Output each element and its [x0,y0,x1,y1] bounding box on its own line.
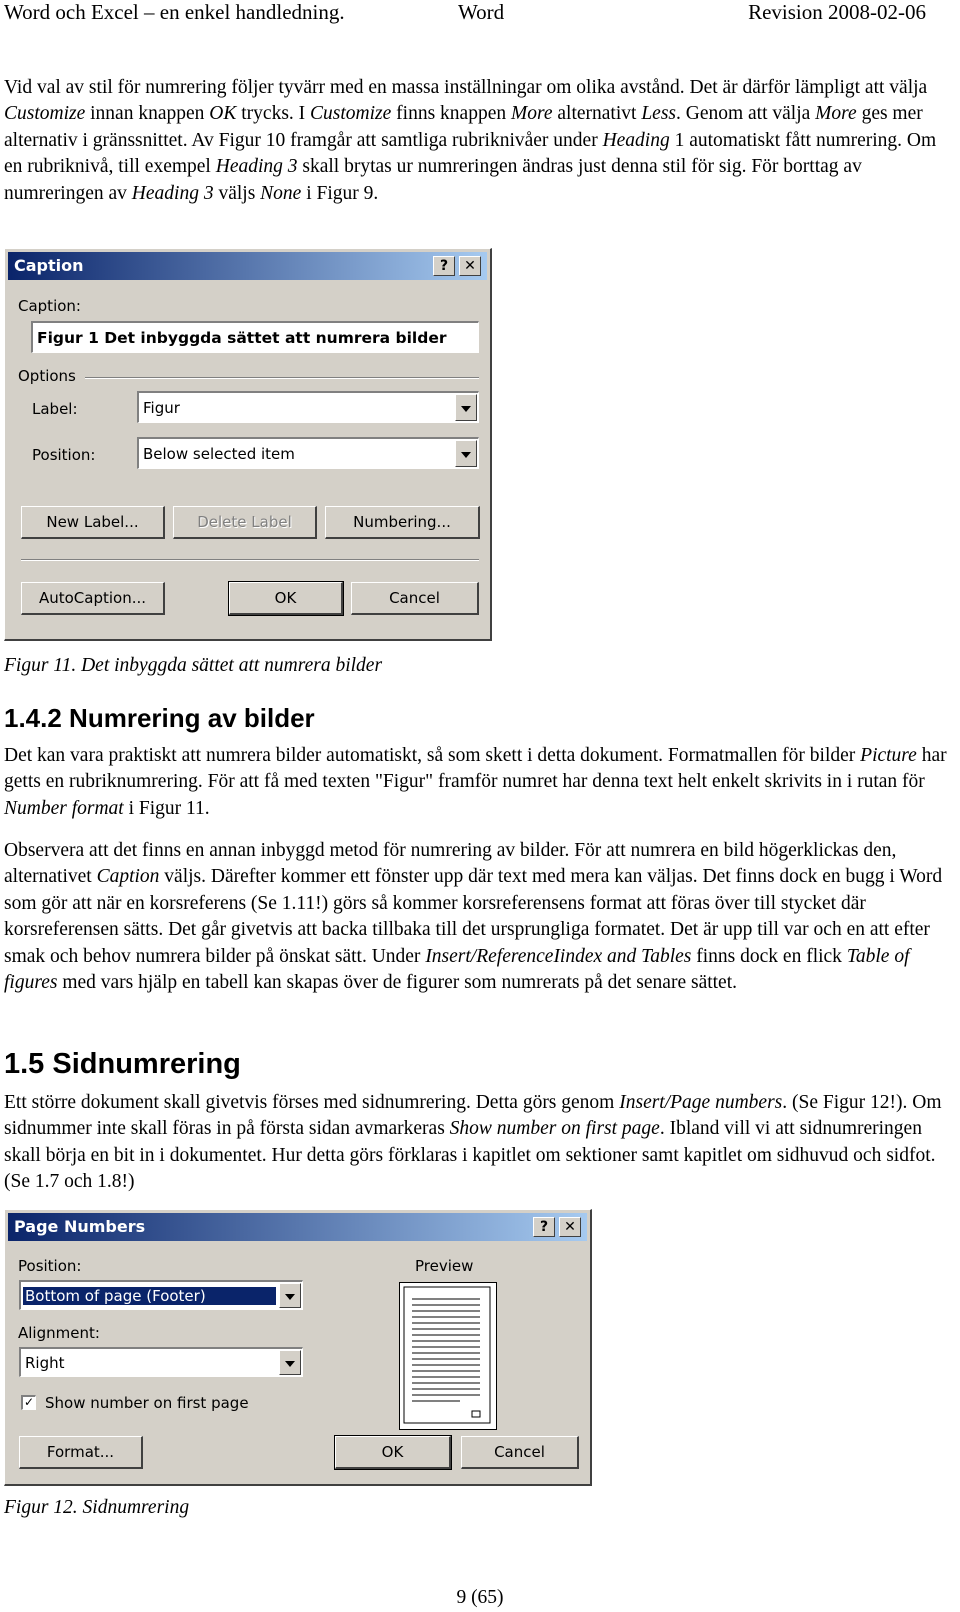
close-button[interactable]: ✕ [559,1217,581,1237]
format-button[interactable]: Format... [19,1436,143,1469]
label-select[interactable]: Figur [137,391,479,423]
page-numbers-title: Page Numbers [14,1217,146,1236]
label-label: Label: [32,400,78,418]
position-label: Position: [18,1257,82,1275]
position-select[interactable]: Bottom of page (Footer) [19,1280,303,1310]
chevron-down-icon[interactable] [455,394,477,421]
heading-1-5: 1.5 Sidnumrering [4,1048,241,1080]
paragraph-numbering-style: Vid val av stil för numrering följer tyvärr med en massa inställningar om olika avstånd. Det är därför lämpligt att välja Customize innan knappen OK trycks. I Customize finns knappen More alternativt Less. Genom att välja More ges mer alternativ i gränssnittet. Av Figur 10 framgår att samtliga rubriknivåer under Heading 1 automatiskt fått numrering. Om en rubriknivå, till exempel Heading 3 skall brytas ur numreringen ändras just denna stil för sig. För borttag av numreringen av Heading 3 väljs None i Figur 9. [4,77,937,204]
preview-label: Preview [415,1257,474,1275]
position-select[interactable]: Below selected item [137,437,479,469]
page-number-footer: 9 (65) [456,1587,504,1608]
page-preview-icon [400,1283,496,1429]
page-header [0,0,960,26]
show-first-page-label: Show number on first page [45,1394,249,1412]
figure-12-caption: Figur 12. Sidnumrering [4,1497,190,1518]
header-left: Word och Excel – en enkel handledning. [4,0,345,24]
close-button[interactable]: ✕ [459,256,481,276]
caption-dialog-titlebar [8,252,487,280]
help-button[interactable]: ? [533,1217,555,1237]
cancel-button[interactable]: Cancel [461,1436,579,1469]
position-label: Position: [32,446,96,464]
paragraph-picture-numbering: Det kan vara praktiskt att numrera bilder automatiskt, så som skett i detta dokument. Formatmallen för bilder Picture har getts en rubriknumrering. För att få med texten "Figur" framför numret har denna text helt enkelt skrivits in i rutan för Number format i Figur 11. [4,745,947,819]
help-button[interactable]: ? [433,256,455,276]
alignment-select[interactable]: Right [19,1347,303,1377]
heading-1-4-2: 1.4.2 Numrering av bilder [4,703,315,733]
chevron-down-icon[interactable] [279,1350,301,1375]
numbering-button[interactable]: Numbering... [325,506,480,539]
ok-button[interactable]: OK [335,1436,451,1469]
show-first-page-checkbox[interactable]: ✓ [21,1395,36,1410]
options-separator [85,377,479,379]
chevron-down-icon[interactable] [455,440,477,467]
autocaption-button[interactable]: AutoCaption... [21,582,165,615]
alignment-label: Alignment: [18,1324,100,1342]
preview-box [399,1282,497,1430]
caption-dialog [4,248,492,641]
new-label-button[interactable]: New Label... [21,506,165,539]
page-numbers-dialog [4,1209,592,1486]
chevron-down-icon[interactable] [279,1283,301,1308]
caption-label: Caption: [18,297,81,315]
cancel-button[interactable]: Cancel [351,582,479,615]
caption-dialog-title: Caption [14,256,84,275]
delete-label-button[interactable]: Delete Label [173,506,317,539]
ok-button[interactable]: OK [229,582,343,615]
figure-11-caption: Figur 11. Det inbyggda sättet att numrera bilder [4,655,383,676]
header-right: Revision 2008-02-06 [748,0,926,24]
buttons-separator [21,559,479,561]
page-numbers-titlebar [8,1213,587,1241]
paragraph-caption-method: Observera att det finns en annan inbyggd metod för numrering av bilder. För att numrera en bild högerklickas den, alternativet Caption väljs. Därefter kommer ett fönster upp där text med mera kan väljas. Det finns dock en bugg i Word som gör att när en korsreferens (Se 1.11!) görs så kommer korsreferensens format att föras över till stycket där korsreferensen sätts. Det går givetvis att backa tillbaka till det ursprungliga formatet. Det är upp till var och en att efter smak och behov numrera bilder på önskat sätt. Under Insert/ReferenceIindex and Tables finns dock en flick Table of figures med vars hjälp en tabell kan skapas över de figurer som numrerats på det senare sättet. [4,840,943,994]
options-label: Options [18,367,76,385]
caption-input[interactable]: Figur 1 Det inbyggda sättet att numrera bilder [31,321,479,353]
header-center: Word [458,0,505,24]
paragraph-page-numbering: Ett större dokument skall givetvis förses med sidnumrering. Detta görs genom Insert/Page numbers. (Se Figur 12!). Om sidnummer inte skall föras in på första sidan avmarkeras Show number on first page. Ibland vill vi att sidnumreringen skall börja en bit in i dokumentet. Hur detta görs förklaras i kapitlet om sektioner samt kapitlet om sidhuvud och sidfot. (Se 1.7 och 1.8!) [4,1092,942,1193]
